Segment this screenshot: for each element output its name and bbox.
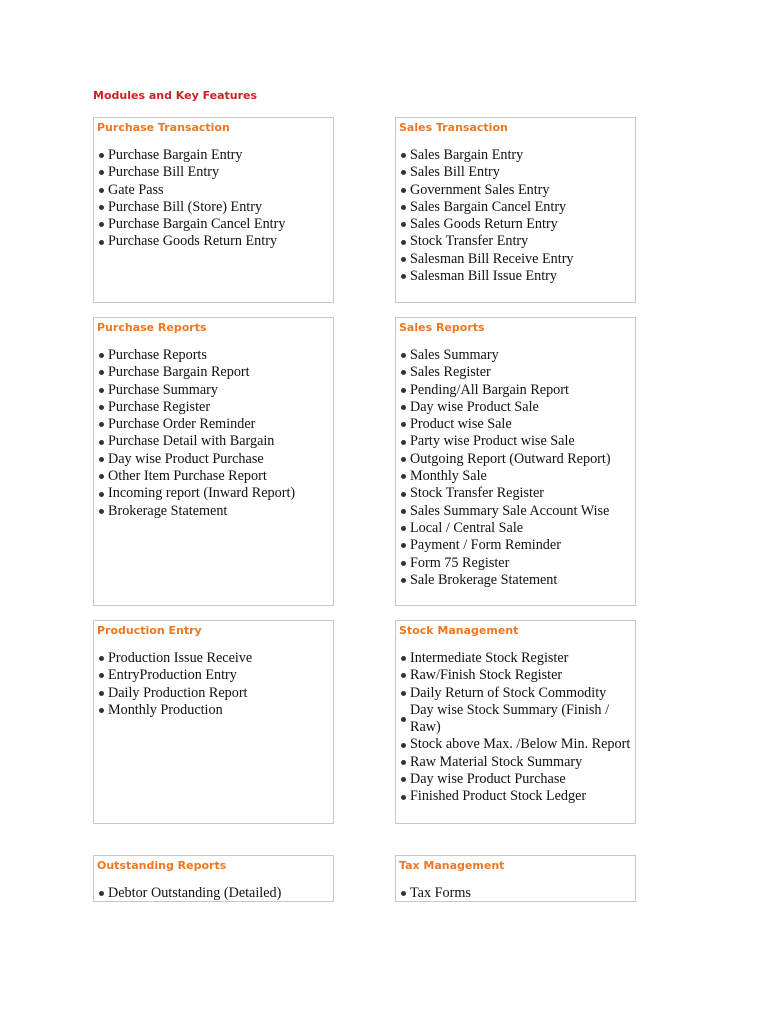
feature-label: Sales Bargain Entry bbox=[410, 147, 524, 163]
feature-item bbox=[399, 702, 631, 737]
feature-item bbox=[399, 771, 631, 788]
feature-label: Outgoing Report (Outward Report) bbox=[410, 450, 611, 467]
bullet-icon bbox=[401, 370, 406, 375]
feature-item bbox=[399, 216, 631, 233]
feature-item bbox=[97, 382, 329, 399]
bullet-icon bbox=[401, 795, 406, 800]
bullet-icon bbox=[401, 240, 406, 245]
feature-item bbox=[97, 199, 329, 216]
module-feature-list bbox=[399, 885, 631, 902]
feature-item bbox=[399, 382, 631, 399]
module-box-purchase-transaction bbox=[93, 117, 334, 303]
feature-label: Finished Product Stock Ledger bbox=[410, 788, 587, 805]
feature-item bbox=[399, 468, 631, 485]
feature-label: Stock Transfer Entry bbox=[410, 233, 529, 250]
bullet-icon bbox=[401, 891, 406, 896]
feature-label: Daily Return of Stock Commodity bbox=[410, 684, 607, 701]
feature-label: Raw Material Stock Summary bbox=[410, 753, 583, 770]
feature-item bbox=[399, 788, 631, 805]
feature-label: Stock above Max. /Below Min. Report bbox=[410, 736, 631, 753]
feature-item bbox=[399, 233, 631, 250]
feature-label: Gate Pass bbox=[108, 181, 164, 198]
feature-item bbox=[399, 736, 631, 753]
bullet-icon bbox=[401, 274, 406, 279]
feature-item bbox=[97, 885, 329, 902]
feature-item bbox=[97, 503, 329, 520]
feature-item bbox=[97, 399, 329, 416]
feature-item bbox=[399, 147, 631, 164]
bullet-icon bbox=[401, 760, 406, 765]
module-feature-list bbox=[97, 650, 329, 719]
feature-label: Sales Goods Return Entry bbox=[410, 216, 558, 233]
feature-item bbox=[399, 754, 631, 771]
module-title: Purchase Transaction bbox=[97, 121, 230, 134]
bullet-icon bbox=[401, 440, 406, 445]
bullet-icon bbox=[99, 708, 104, 713]
feature-item bbox=[97, 468, 329, 485]
bullet-icon bbox=[401, 673, 406, 678]
module-title: Production Entry bbox=[97, 624, 202, 637]
feature-item bbox=[97, 147, 329, 164]
bullet-icon bbox=[99, 492, 104, 497]
feature-label: Purchase Bargain Report bbox=[108, 364, 250, 381]
feature-label: Daily Production Report bbox=[108, 684, 248, 701]
bullet-icon bbox=[99, 509, 104, 514]
feature-label: Party wise Product wise Sale bbox=[410, 433, 575, 450]
feature-item bbox=[97, 182, 329, 199]
bullet-icon bbox=[401, 777, 406, 782]
feature-item bbox=[399, 182, 631, 199]
feature-label: Purchase Detail with Bargain bbox=[108, 433, 275, 450]
feature-label: Payment / Form Reminder bbox=[410, 537, 561, 554]
feature-item bbox=[97, 416, 329, 433]
module-title: Stock Management bbox=[399, 624, 519, 637]
module-feature-list bbox=[97, 347, 329, 520]
module-feature-list bbox=[97, 885, 329, 902]
feature-label: Day wise Stock Summary (Finish / Raw) bbox=[410, 701, 610, 736]
bullet-icon bbox=[401, 205, 406, 210]
feature-item bbox=[97, 216, 329, 233]
bullet-icon bbox=[401, 422, 406, 427]
feature-item bbox=[399, 364, 631, 381]
feature-item bbox=[399, 537, 631, 554]
bullet-icon bbox=[99, 388, 104, 393]
feature-item bbox=[399, 347, 631, 364]
bullet-icon bbox=[99, 405, 104, 410]
feature-label: Brokerage Statement bbox=[108, 502, 228, 519]
feature-label: Purchase Summary bbox=[108, 381, 218, 398]
bullet-icon bbox=[401, 353, 406, 358]
bullet-icon bbox=[401, 526, 406, 531]
feature-item bbox=[97, 485, 329, 502]
feature-label: Raw/Finish Stock Register bbox=[410, 667, 563, 684]
feature-item bbox=[399, 572, 631, 589]
feature-item bbox=[399, 650, 631, 667]
feature-item bbox=[97, 164, 329, 181]
feature-item bbox=[399, 251, 631, 268]
feature-label: Incoming report (Inward Report) bbox=[108, 485, 296, 502]
module-box-outstanding-reports bbox=[93, 855, 334, 902]
feature-item bbox=[97, 451, 329, 468]
bullet-icon bbox=[99, 656, 104, 661]
bullet-icon bbox=[401, 691, 406, 696]
feature-label: Other Item Purchase Report bbox=[108, 468, 267, 485]
bullet-icon bbox=[401, 656, 406, 661]
feature-label: Salesman Bill Receive Entry bbox=[410, 250, 574, 267]
bullet-icon bbox=[401, 474, 406, 479]
feature-item bbox=[399, 164, 631, 181]
feature-label: Monthly Production bbox=[108, 701, 223, 718]
feature-label: Salesman Bill Issue Entry bbox=[410, 268, 557, 285]
feature-item bbox=[399, 399, 631, 416]
module-title: Outstanding Reports bbox=[97, 859, 227, 872]
feature-label: Purchase Reports bbox=[108, 347, 207, 363]
feature-label: Day wise Product Sale bbox=[410, 398, 539, 415]
bullet-icon bbox=[99, 153, 104, 158]
feature-label: Government Sales Entry bbox=[410, 181, 550, 198]
bullet-icon bbox=[401, 170, 406, 175]
feature-label: Sale Brokerage Statement bbox=[410, 571, 558, 588]
feature-label: Purchase Order Reminder bbox=[108, 416, 256, 433]
feature-item bbox=[399, 520, 631, 537]
bullet-icon bbox=[401, 222, 406, 227]
bullet-icon bbox=[401, 578, 406, 583]
module-title: Tax Management bbox=[399, 859, 505, 872]
bullet-icon bbox=[401, 388, 406, 393]
feature-item bbox=[399, 268, 631, 285]
page-heading: Modules and Key Features bbox=[93, 89, 258, 102]
feature-label: Purchase Bill Entry bbox=[108, 164, 220, 181]
bullet-icon bbox=[401, 153, 406, 158]
feature-item bbox=[399, 667, 631, 684]
feature-label: Purchase Bill (Store) Entry bbox=[108, 198, 263, 215]
feature-item bbox=[97, 233, 329, 250]
bullet-icon bbox=[99, 691, 104, 696]
feature-item bbox=[97, 685, 329, 702]
module-box-sales-reports bbox=[395, 317, 636, 606]
feature-label: Intermediate Stock Register bbox=[410, 650, 569, 666]
feature-label: Monthly Sale bbox=[410, 468, 487, 485]
bullet-icon bbox=[99, 240, 104, 245]
feature-item bbox=[399, 416, 631, 433]
feature-item bbox=[97, 364, 329, 381]
feature-item bbox=[399, 451, 631, 468]
feature-item bbox=[97, 667, 329, 684]
bullet-icon bbox=[401, 188, 406, 193]
bullet-icon bbox=[401, 543, 406, 548]
module-title: Purchase Reports bbox=[97, 321, 207, 334]
module-title: Sales Reports bbox=[399, 321, 485, 334]
feature-label: Product wise Sale bbox=[410, 416, 512, 433]
bullet-icon bbox=[99, 891, 104, 896]
feature-label: Purchase Bargain Cancel Entry bbox=[108, 216, 286, 233]
feature-label: Local / Central Sale bbox=[410, 519, 524, 536]
bullet-icon bbox=[99, 440, 104, 445]
feature-label: Pending/All Bargain Report bbox=[410, 381, 569, 398]
feature-label: Sales Register bbox=[410, 364, 491, 381]
feature-item bbox=[399, 555, 631, 572]
feature-item bbox=[399, 503, 631, 520]
bullet-icon bbox=[99, 205, 104, 210]
bullet-icon bbox=[99, 673, 104, 678]
module-feature-list bbox=[97, 147, 329, 251]
module-feature-list bbox=[399, 147, 631, 285]
feature-label: Day wise Product Purchase bbox=[108, 450, 264, 467]
feature-label: Purchase Register bbox=[108, 398, 211, 415]
bullet-icon bbox=[99, 222, 104, 227]
bullet-icon bbox=[99, 474, 104, 479]
feature-item bbox=[97, 650, 329, 667]
feature-label: Form 75 Register bbox=[410, 554, 510, 571]
module-box-production-entry bbox=[93, 620, 334, 824]
bullet-icon bbox=[401, 457, 406, 462]
feature-label: Sales Bill Entry bbox=[410, 164, 500, 181]
feature-item bbox=[399, 685, 631, 702]
bullet-icon bbox=[401, 492, 406, 497]
module-feature-list bbox=[399, 650, 631, 806]
bullet-icon bbox=[401, 257, 406, 262]
feature-item bbox=[399, 199, 631, 216]
feature-item bbox=[399, 885, 631, 902]
feature-label: EntryProduction Entry bbox=[108, 667, 237, 684]
bullet-icon bbox=[401, 717, 406, 722]
feature-label: Purchase Goods Return Entry bbox=[108, 233, 278, 250]
bullet-icon bbox=[401, 561, 406, 566]
bullet-icon bbox=[99, 422, 104, 427]
module-feature-list bbox=[399, 347, 631, 589]
bullet-icon bbox=[99, 170, 104, 175]
bullet-icon bbox=[401, 743, 406, 748]
module-box-sales-transaction bbox=[395, 117, 636, 303]
module-box-stock-management bbox=[395, 620, 636, 824]
bullet-icon bbox=[99, 457, 104, 462]
feature-label: Sales Summary Sale Account Wise bbox=[410, 502, 610, 519]
module-box-tax-management bbox=[395, 855, 636, 902]
bullet-icon bbox=[99, 188, 104, 193]
feature-item bbox=[399, 485, 631, 502]
bullet-icon bbox=[401, 405, 406, 410]
feature-label: Tax Forms bbox=[410, 885, 471, 901]
module-box-purchase-reports bbox=[93, 317, 334, 606]
feature-label: Sales Bargain Cancel Entry bbox=[410, 198, 567, 215]
bullet-icon bbox=[401, 509, 406, 514]
feature-label: Production Issue Receive bbox=[108, 650, 253, 666]
feature-label: Day wise Product Purchase bbox=[410, 771, 566, 788]
bullet-icon bbox=[99, 353, 104, 358]
module-title: Sales Transaction bbox=[399, 121, 508, 134]
feature-item bbox=[97, 433, 329, 450]
feature-item bbox=[399, 433, 631, 450]
feature-item bbox=[97, 347, 329, 364]
feature-label: Stock Transfer Register bbox=[410, 485, 544, 502]
feature-item bbox=[97, 702, 329, 719]
feature-label: Purchase Bargain Entry bbox=[108, 147, 243, 163]
feature-label: Sales Summary bbox=[410, 347, 499, 363]
bullet-icon bbox=[99, 370, 104, 375]
feature-label: Debtor Outstanding (Detailed) bbox=[108, 885, 282, 901]
